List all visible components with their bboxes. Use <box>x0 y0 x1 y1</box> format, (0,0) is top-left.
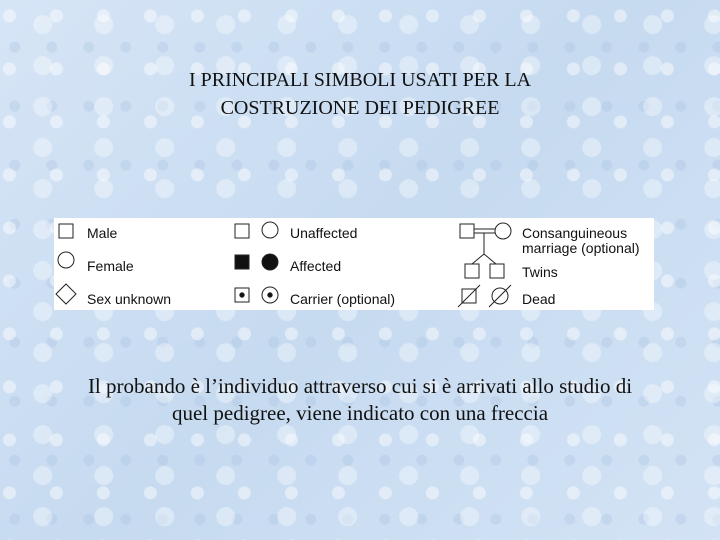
consanguineous-male-symbol <box>460 224 474 238</box>
male-symbol <box>59 224 73 238</box>
caption-line-1: Il probando è l’individuo attraverso cui si è arrivati allo studio di <box>87 374 633 398</box>
label-twins: Twins <box>522 264 558 280</box>
page-title <box>0 66 720 122</box>
label-female: Female <box>87 258 134 274</box>
sex-unknown-symbol <box>56 284 76 304</box>
unaffected-female-symbol <box>262 222 278 238</box>
female-symbol <box>58 252 74 268</box>
twins-branch-left <box>472 254 484 264</box>
carrier-male-dot <box>240 293 244 297</box>
twin-left-symbol <box>465 264 479 278</box>
pedigree-symbols-legend <box>54 218 654 310</box>
label-consanguineous-optional: marriage (optional) <box>522 240 640 256</box>
label-dead: Dead <box>522 291 556 307</box>
title-line-1: I PRINCIPALI SIMBOLI USATI PER LA <box>188 69 532 91</box>
label-unaffected: Unaffected <box>290 225 358 241</box>
label-consanguineous: Consanguineous <box>522 225 628 241</box>
caption-line-2: quel pedigree, viene indicato con una freccia <box>171 401 549 425</box>
consanguineous-female-symbol <box>495 223 511 239</box>
title-line-2: COSTRUZIONE DEI PEDIGREE <box>220 97 500 119</box>
affected-female-symbol <box>262 254 278 270</box>
label-male: Male <box>87 225 118 241</box>
twins-branch-right <box>484 254 496 264</box>
twin-right-symbol <box>490 264 504 278</box>
label-affected: Affected <box>290 258 342 274</box>
label-carrier: Carrier (optional) <box>290 291 396 307</box>
proband-caption <box>30 373 690 427</box>
label-sex-unknown: Sex unknown <box>87 291 172 307</box>
affected-male-symbol <box>235 255 249 269</box>
carrier-female-dot <box>268 293 272 297</box>
unaffected-male-symbol <box>235 224 249 238</box>
dead-male-slash <box>458 285 480 307</box>
